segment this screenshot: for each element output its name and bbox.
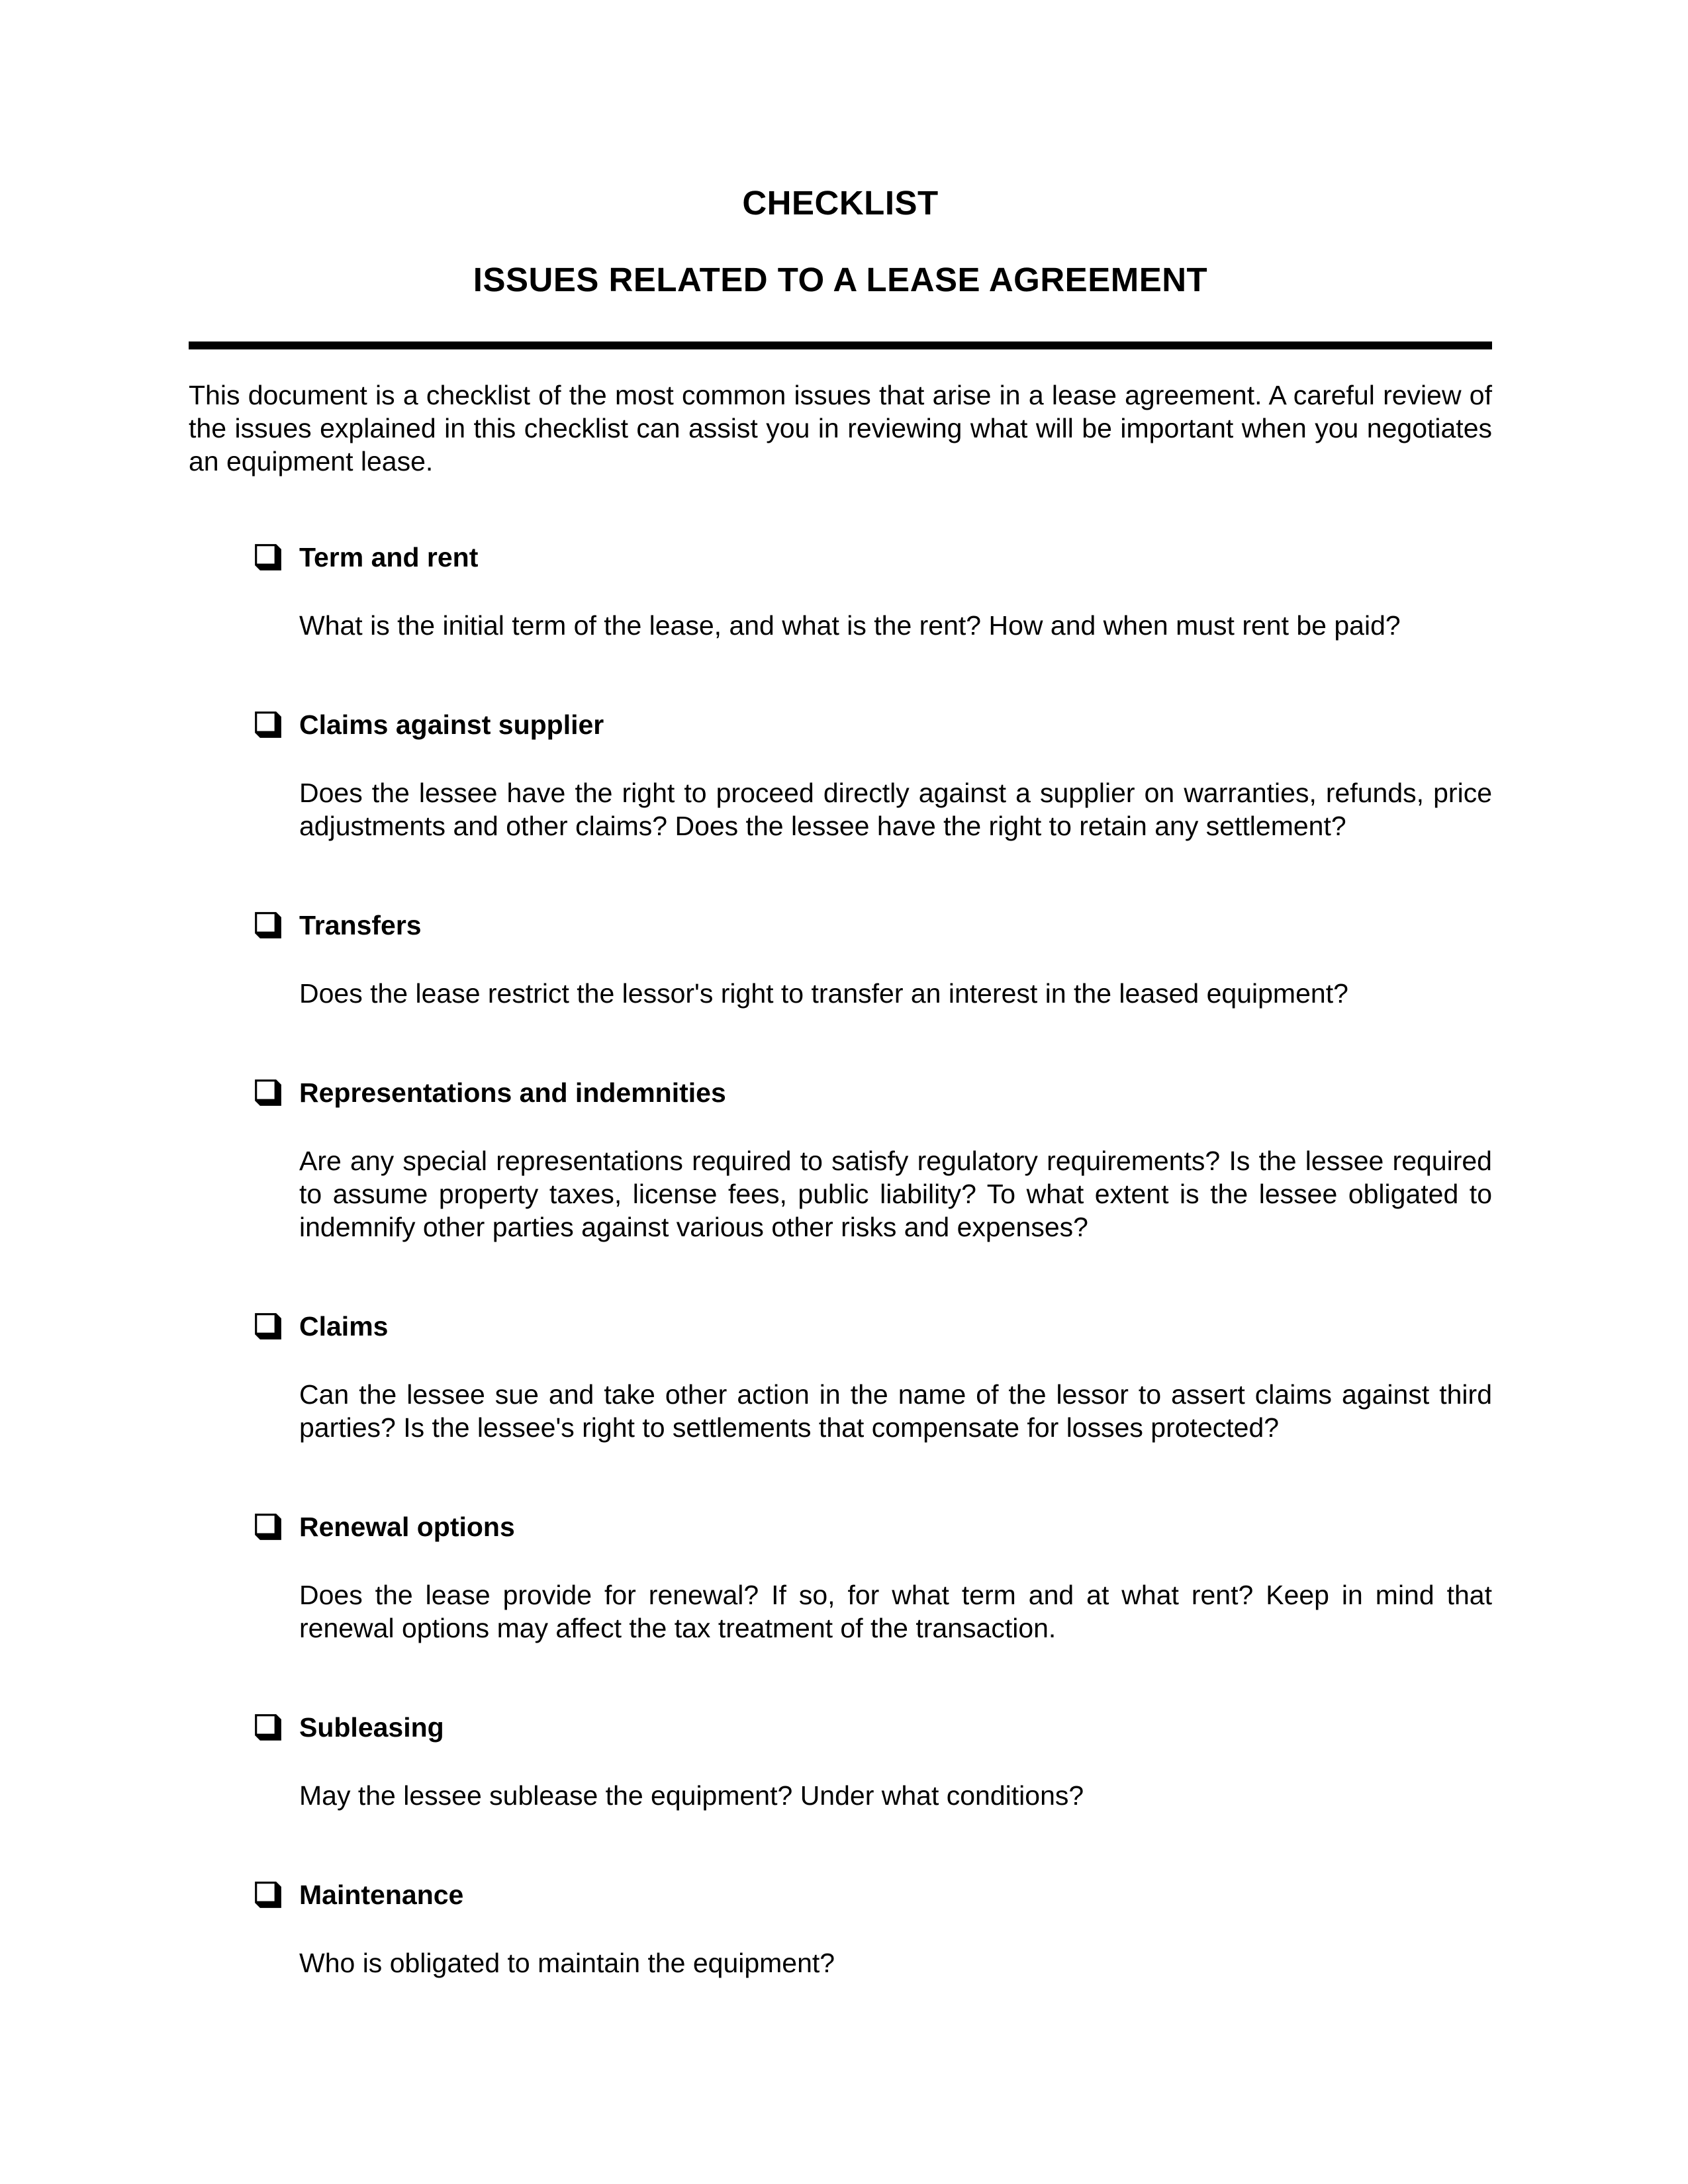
checkbox-icon[interactable] <box>253 1512 283 1542</box>
checklist-item-description: Can the lessee sue and take other action in the name of the lessor to assert claims against third parties? Is the lessee's right to settlements that compensate for losses protected? <box>299 1379 1492 1443</box>
checklist-item-label: Claims against supplier <box>299 709 604 740</box>
checklist-item <box>189 708 1492 842</box>
checklist-item <box>189 909 1492 1010</box>
checkbox-icon[interactable] <box>253 709 283 740</box>
divider-rule <box>189 341 1492 349</box>
checklist-item-description: Are any special representations required to satisfy regulatory requirements? Is the lessee required to assume property taxes, license fees, public liability? To what extent is the lessee obligated to indemnify other parties against various other risks and expenses? <box>299 1146 1492 1242</box>
checklist-item-label: Renewal options <box>299 1512 515 1542</box>
checkbox-icon[interactable] <box>253 910 283 940</box>
checklist-item-description: Who is obligated to maintain the equipment? <box>299 1948 835 1978</box>
intro-paragraph: This document is a checklist of the most common issues that arise in a lease agreement. A careful review of the issues explained in this checklist can assist you in reviewing what will be important when you negotiates an equipment lease. <box>189 380 1492 477</box>
checklist-item <box>189 1076 1492 1244</box>
checklist-item-label: Claims <box>299 1311 389 1342</box>
checklist <box>189 541 1492 1979</box>
checkbox-icon[interactable] <box>253 1077 283 1108</box>
document-subtitle: ISSUES RELATED TO A LEASE AGREEMENT <box>473 261 1208 298</box>
checklist-item <box>189 1310 1492 1444</box>
document-title: CHECKLIST <box>742 184 939 222</box>
checklist-item-label: Subleasing <box>299 1712 444 1743</box>
checklist-item-description: What is the initial term of the lease, and what is the rent? How and when must rent be paid? <box>299 610 1401 641</box>
checklist-item-description: May the lessee sublease the equipment? Under what conditions? <box>299 1780 1084 1811</box>
checkbox-icon[interactable] <box>253 1880 283 1910</box>
checklist-item-description: Does the lease restrict the lessor's right to transfer an interest in the leased equipment? <box>299 978 1348 1009</box>
checkbox-icon[interactable] <box>253 1712 283 1743</box>
checklist-item <box>189 1510 1492 1645</box>
checkbox-icon[interactable] <box>253 542 283 572</box>
checklist-item-label: Term and rent <box>299 542 479 572</box>
checklist-item-label: Transfers <box>299 910 422 940</box>
checklist-item <box>189 1878 1492 1979</box>
checkbox-icon[interactable] <box>253 1311 283 1342</box>
checklist-item-label: Maintenance <box>299 1880 464 1910</box>
checklist-item <box>189 1711 1492 1812</box>
checklist-item-label: Representations and indemnities <box>299 1077 726 1108</box>
checklist-item-description: Does the lease provide for renewal? If so, for what term and at what rent? Keep in mind that renewal options may affect the tax treatment of the transaction. <box>299 1580 1492 1643</box>
checklist-item-description: Does the lessee have the right to proceed directly against a supplier on warranties, refunds, price adjustments and other claims? Does the lessee have the right to retain any settlement? <box>299 778 1492 841</box>
checklist-item <box>189 541 1492 642</box>
